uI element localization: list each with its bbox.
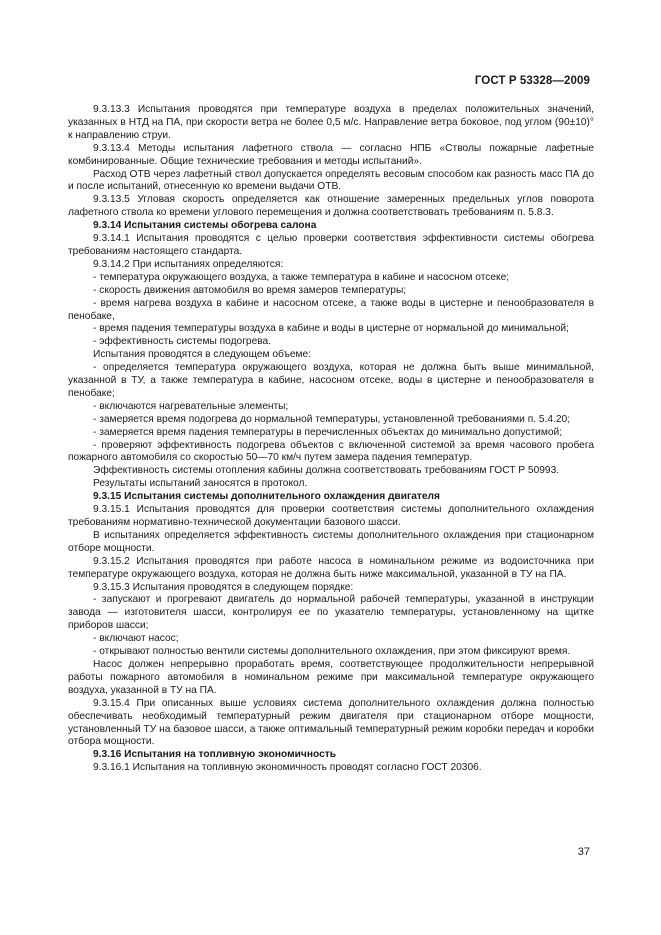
paragraph: Насос должен непрерывно проработать время, соответствующее продолжительности непрерывной работы пожарного автомобиля в номинальном режиме при максимальной температуре окружающего воздуха, указанной в ТУ на ПА. bbox=[68, 658, 594, 696]
paragraph: 9.3.15.3 Испытания проводятся в следующем порядке: bbox=[93, 581, 354, 593]
paragraph: - включаются нагревательные элементы; bbox=[93, 400, 289, 412]
paragraph: 9.3.14.1 Испытания проводятся с целью проверки соответствия эффективности системы обогрева требованиям настоящего стандарта. bbox=[68, 233, 594, 257]
body-text bbox=[68, 104, 594, 775]
paragraph: - температура окружающего воздуха, а также температура в кабине и насосном отсеке; bbox=[93, 271, 510, 283]
section-heading: 9.3.15 Испытания системы дополнительного охлаждения двигателя bbox=[93, 491, 440, 503]
paragraph: - замеряется время подогрева до нормальной температуры, установленной требованиями п. 5.4.20; bbox=[93, 413, 571, 425]
page-number: 37 bbox=[577, 846, 590, 858]
paragraph: - время падения температуры воздуха в кабине и воды в цистерне от нормальной до минимальной; bbox=[93, 323, 569, 335]
paragraph: 9.3.15.2 Испытания проводятся при работе насоса в номинальном режиме из водоисточника при температуре окружающего воздуха, которая не должна быть ниже максимальной, указанной в ТУ на ПА. bbox=[68, 555, 594, 580]
paragraph: 9.3.16.1 Испытания на топливную экономичность проводят согласно ГОСТ 20306. bbox=[93, 762, 482, 774]
paragraph: 9.3.13.5 Угловая скорость определяется как отношение замеренных предельных углов поворота лафетного ствола ко времени углового перемещения и должна соответствовать требованиям п. 5.8.3. bbox=[68, 194, 594, 219]
paragraph: Расход ОТВ через лафетный ствол допускается определять весовым способом как разность масс ПА до и после испытаний, отнесенную ко времени выдачи ОТВ. bbox=[68, 168, 594, 193]
paragraph: Испытания проводятся в следующем объеме: bbox=[93, 349, 312, 361]
paragraph: Результаты испытаний заносятся в протокол. bbox=[93, 478, 308, 490]
paragraph: - замеряется время падения температуры в перечисленных объектах до минимально допустимой; bbox=[93, 426, 563, 438]
paragraph: В испытаниях определяется эффективность системы дополнительного охлаждения при стационарном отборе мощности. bbox=[68, 529, 594, 554]
paragraph: 9.3.15.4 При описанных выше условиях система дополнительного охлаждения должна полностью обеспечивать необходимый температурный режим двигателя при стационарном отборе мощности, установленный ТУ на базовое шасси, а также оптимальный температурный режим коробки передач и коробки отбора мощности. bbox=[68, 697, 594, 748]
paragraph: 9.3.14.2 При испытаниях определяются: bbox=[93, 258, 284, 270]
paragraph: 9.3.15.1 Испытания проводятся для проверки соответствия системы дополнительного охлаждения требованиям нормативно-технической документации базового шасси. bbox=[68, 504, 594, 528]
paragraph: - включают насос; bbox=[93, 633, 179, 645]
paragraph: 9.3.13.3 Испытания проводятся при температуре воздуха в пределах положительных значений, указанных в НТД на ПА, при скорости ветра не более 0,5 м/с. Направление ветра боковое, под углом (90±10)° к направлению струи. bbox=[68, 104, 594, 141]
standard-designation: ГОСТ Р 53328—2009 bbox=[474, 75, 590, 87]
paragraph: 9.3.13.4 Методы испытания лафетного ствола — согласно НПБ «Стволы пожарные лафетные комбинированные. Общие технические требования и методы испытаний». bbox=[68, 142, 594, 167]
section-heading: 9.3.14 Испытания системы обогрева салона bbox=[93, 220, 317, 232]
paragraph: Эффективность системы отопления кабины должна соответствовать требованиям ГОСТ Р 50993. bbox=[93, 465, 560, 477]
section-heading: 9.3.16 Испытания на топливную экономичность bbox=[93, 749, 336, 761]
paragraph: - определяется температура окружающего воздуха, которая не должна быть выше минимальной, указанной в ТУ, а также температура в кабине, насосном отсеке, воды в цистерне и пенообразователя в пенобаке; bbox=[68, 362, 594, 399]
paragraph: - время нагрева воздуха в кабине и насосном отсеке, а также воды в цистерне и пенообразователя в пенобаке, bbox=[68, 297, 594, 322]
paragraph: - проверяют эффективность подогрева объектов с включенной системой за время часового пробега пожарного автомобиля со скоростью 50—70 км/ч путем замера падения температур. bbox=[68, 439, 594, 464]
paragraph: - эффективность системы подогрева. bbox=[93, 336, 272, 348]
paragraph: - запускают и прогревают двигатель до нормальной рабочей температуры, указанной в инструкции завода — изготовителя шасси, контролируя ее по указателю температуры, установленному на щитке приборов шасси; bbox=[68, 594, 594, 632]
paragraph: - скорость движения автомобиля во время замеров температуры; bbox=[93, 284, 407, 296]
paragraph: - открывают полностью вентили системы дополнительного охлаждения, при этом фиксируют время. bbox=[93, 646, 571, 658]
